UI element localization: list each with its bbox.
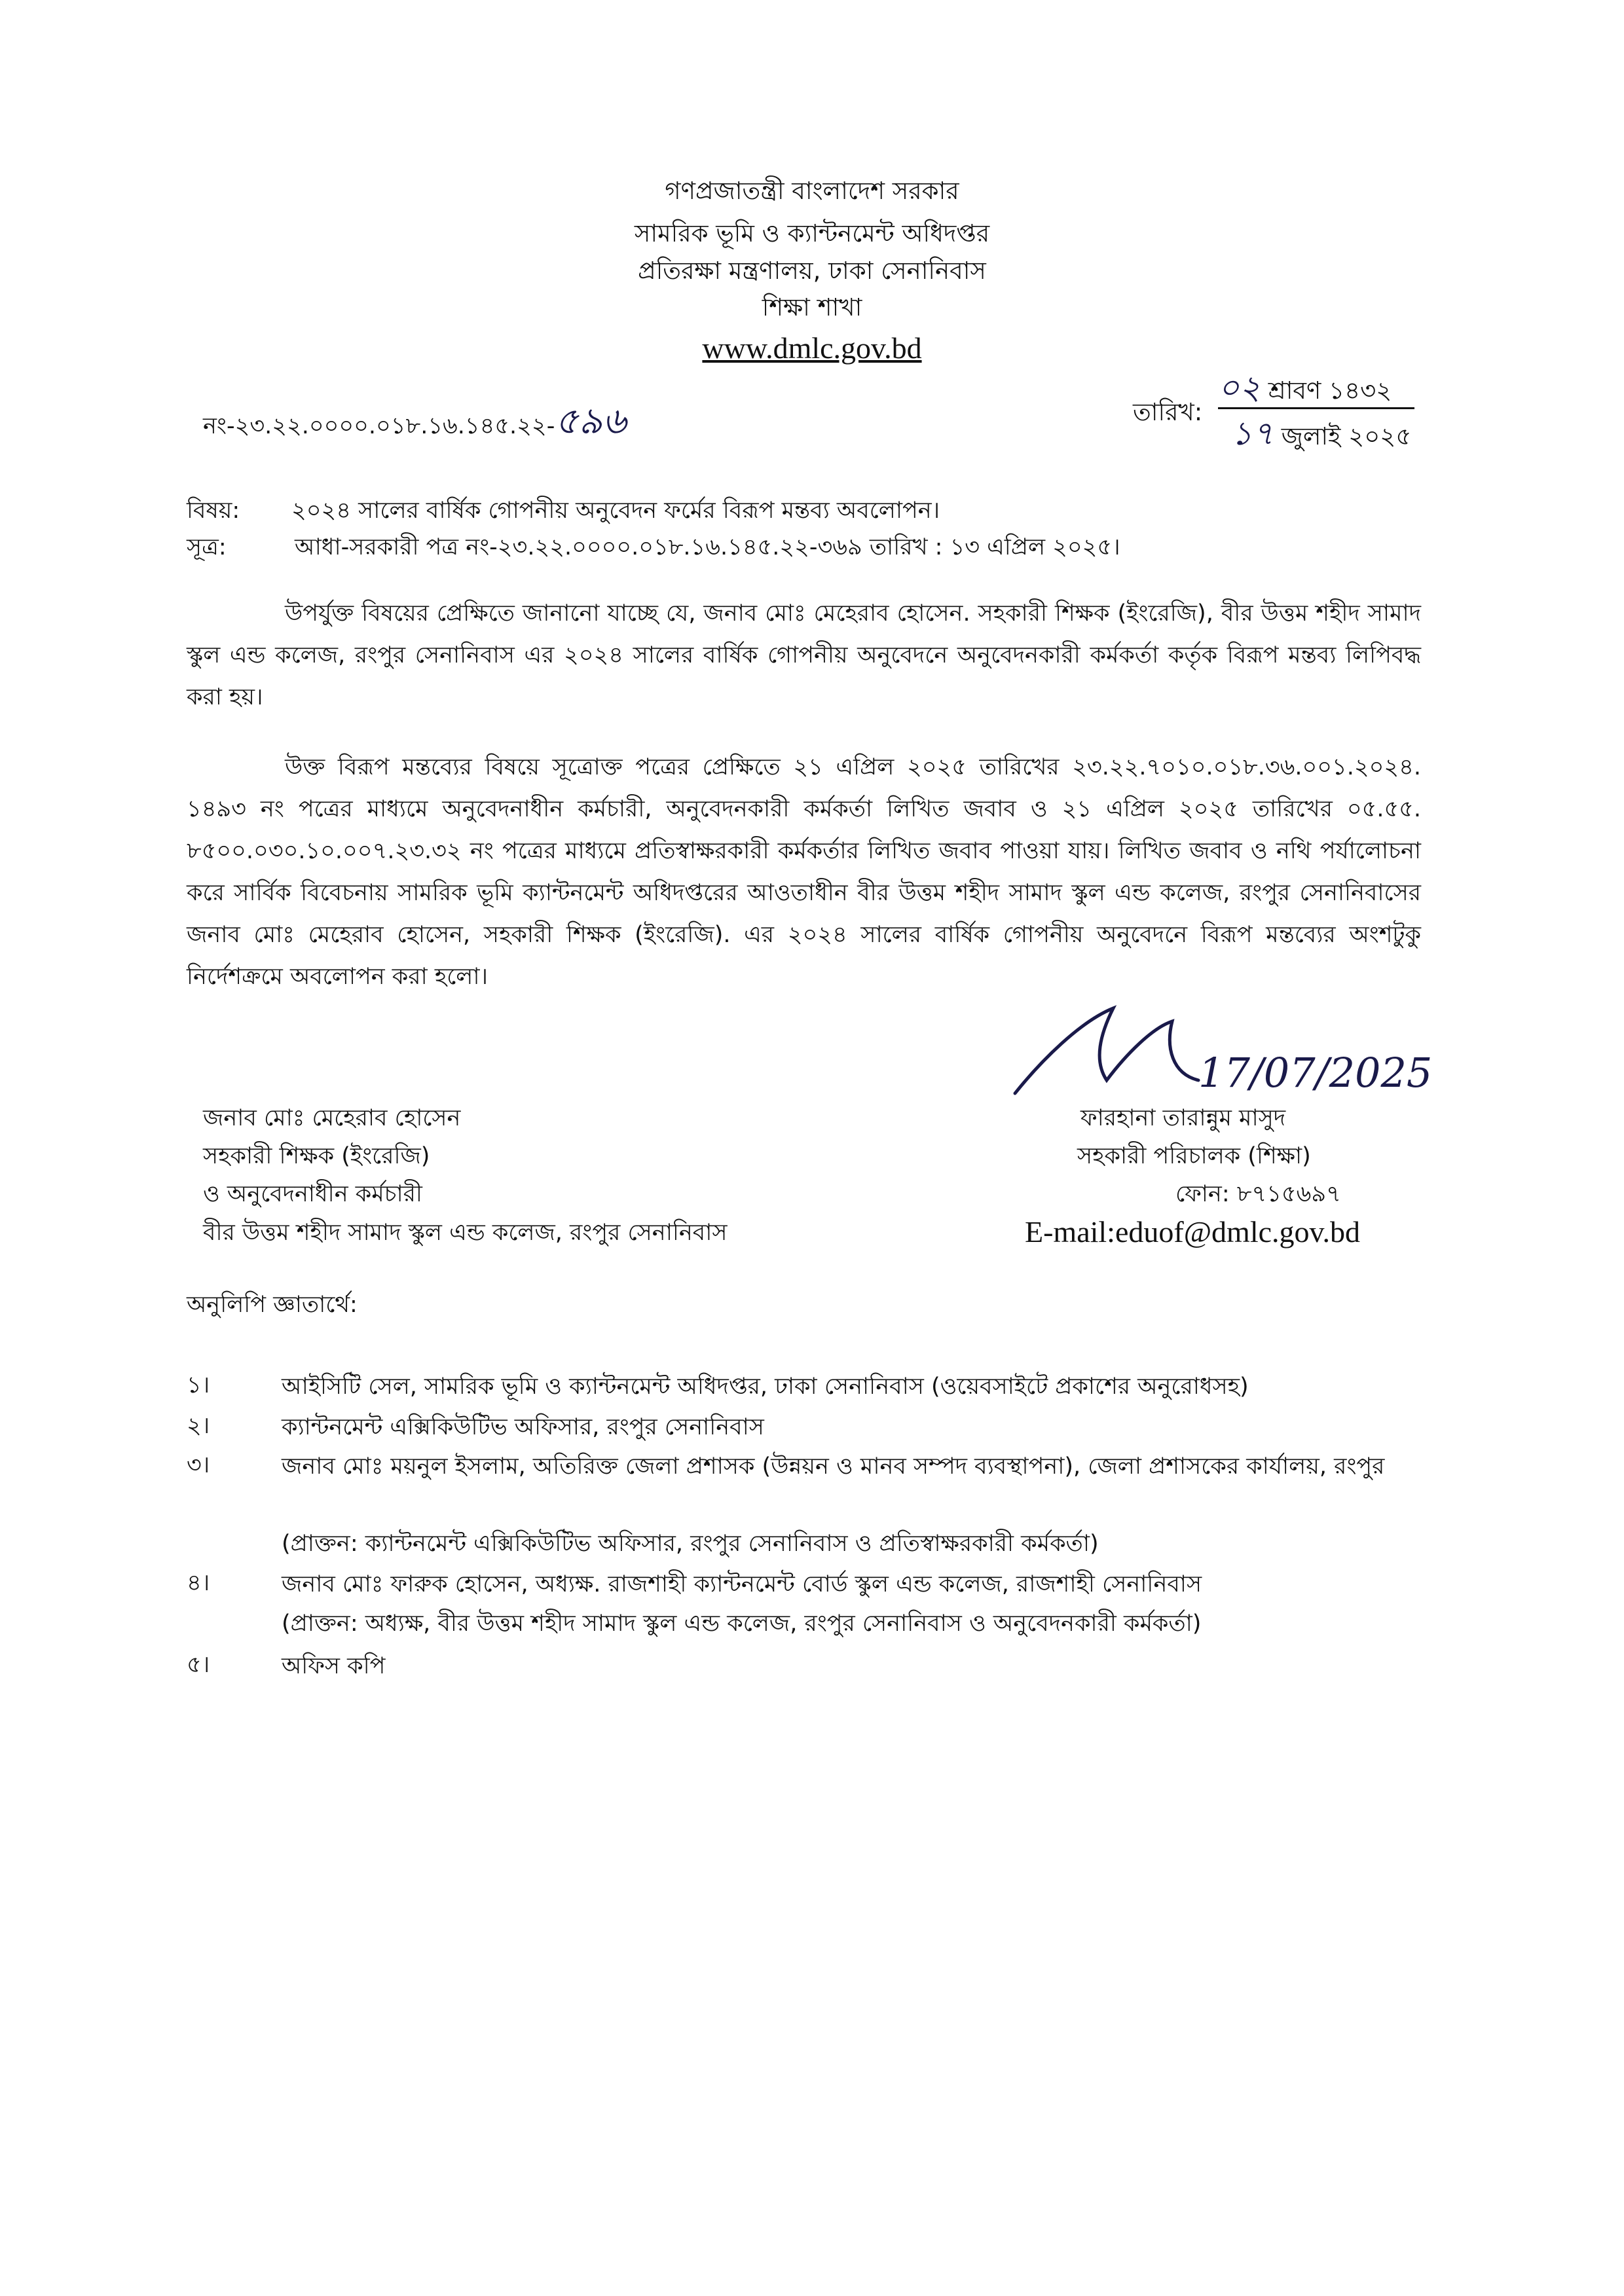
english-date xyxy=(1231,409,1411,464)
copy-recipient: জনাব মোঃ ময়নুল ইসলাম, অতিরিক্ত জেলা প্রশাসক (উন্নয়ন ও মানব সম্পদ ব্যবস্থাপনা), জেলা প্রশাসকের কার্যালয়, রংপুর xyxy=(282,1453,1385,1480)
copy-number: ৩। xyxy=(187,1452,210,1478)
copy-recipient-note: (প্রাক্তন: অধ্যক্ষ, বীর উত্তম শহীদ সামাদ স্কুল এন্ড কলেজ, রংপুর সেনানিবাস ও অনুবেদনকারী কর্মকর্তা) xyxy=(282,1611,1202,1637)
recipient-institution: বীর উত্তম শহীদ সামাদ স্কুল এন্ড কলেজ, রংপুর সেনানিবাস xyxy=(203,1220,728,1246)
english-day-handwritten: ১৭ xyxy=(1231,414,1274,452)
copy-recipient: ক্যান্টনমেন্ট এক্সিকিউটিভ অফিসার, রংপুর সেনানিবাস xyxy=(282,1414,764,1440)
bangla-month: শ্রাবণ ১৪৩২ xyxy=(1268,376,1392,405)
signatory-designation: সহকারী পরিচালক (শিক্ষা) xyxy=(1077,1143,1311,1169)
bangla-day-handwritten: ০২ xyxy=(1218,369,1261,407)
ministry-name: প্রতিরক্ষা মন্ত্রণালয়, ঢাকা সেনানিবাস xyxy=(638,257,986,285)
copy-recipient: অফিস কপি xyxy=(282,1653,386,1679)
recipient-name: জনাব মোঃ মেহেরাব হোসেন xyxy=(203,1105,461,1131)
signature-date: 17/07/2025 xyxy=(1198,1049,1433,1097)
reference-text: আধা-সরকারী পত্র নং-২৩.২২.০০০০.০১৮.১৬.১৪৫.২২-৩৬৯ তারিখ : ১৩ এপ্রিল ২০২৫। xyxy=(295,534,1120,560)
recipient-designation: সহকারী শিক্ষক (ইংরেজি) xyxy=(203,1143,430,1169)
copy-recipient-note: (প্রাক্তন: ক্যান্টনমেন্ট এক্সিকিউটিভ অফিসার, রংপুর সেনানিবাস ও প্রতিস্বাক্ষরকারী কর্মকর্তা) xyxy=(282,1531,1099,1557)
subject-label: বিষয়: xyxy=(187,498,240,524)
copy-number: ৫। xyxy=(187,1652,210,1678)
branch-name: শিক্ষা শাখা xyxy=(762,293,862,321)
copy-number: ৪। xyxy=(187,1570,210,1596)
directorate-name: সামরিক ভূমি ও ক্যান্টনমেন্ট অধিদপ্তর xyxy=(634,219,990,247)
copy-number: ১। xyxy=(187,1372,210,1398)
english-month: জুলাই ২০২৫ xyxy=(1281,422,1412,450)
date-label: তারিখ: xyxy=(1133,398,1203,426)
copy-recipient: জনাব মোঃ ফারুক হোসেন, অধ্যক্ষ. রাজশাহী ক্যান্টনমেন্ট বোর্ড স্কুল এন্ড কলেজ, রাজশাহী সেনানিবাস xyxy=(282,1571,1202,1597)
body-paragraph-1: উপর্যুক্ত বিষয়ের প্রেক্ষিতে জানানো যাচ্ছে যে, জনাব মোঃ মেহেরাব হোসেন. সহকারী শিক্ষক (ইংরেজি), বীর উত্তম শহীদ সামাদ স্কুল এন্ড কলেজ, রংপুর সেনানিবাস এর ২০২৪ সালের বার্ষিক গোপনীয় অনুবেদনে অনুবেদনকারী কর্মকর্তা কর্তৃক বিরূপ মন্তব্য লিপিবদ্ধ করা হয়। xyxy=(187,600,1421,710)
subject-text: ২০২৪ সালের বার্ষিক গোপনীয় অনুবেদন ফর্মের বিরূপ মন্তব্য অবলোপন। xyxy=(291,498,940,524)
memo-number-printed: নং-২৩.২২.০০০০.০১৮.১৬.১৪৫.২২- xyxy=(203,413,555,439)
signature-image xyxy=(1002,982,1473,1113)
copy-recipient: আইসিটি সেল, সামরিক ভূমি ও ক্যান্টনমেন্ট অধিদপ্তর, ঢাকা সেনানিবাস (ওয়েবসাইটে প্রকাশের অনুরোধসহ) xyxy=(282,1374,1249,1400)
memo-number-handwritten: ৫৯৬ xyxy=(555,400,627,443)
signatory-email[interactable]: E-mail:eduof@dmlc.gov.bd xyxy=(1025,1215,1361,1248)
website-link[interactable]: www.dmlc.gov.bd xyxy=(702,331,922,365)
recipient-role: ও অনুবেদনাধীন কর্মচারী xyxy=(203,1181,422,1207)
body-paragraph-2: উক্ত বিরূপ মন্তব্যের বিষয়ে সূত্রোক্ত পত্রের প্রেক্ষিতে ২১ এপ্রিল ২০২৫ তারিখের ২৩.২২.৭০১০.০১৮.৩৬.০০১.২০২৪. ১৪৯৩ নং পত্রের মাধ্যমে অনুবেদনাধীন কর্মচারী, অনুবেদনকারী কর্মকর্তা লিখিত জবাব ও ২১ এপ্রিল ২০২৫ তারিখের ০৫.৫৫. ৮৫০০.০৩০.১০.০০৭.২৩.৩২ নং পত্রের মাধ্যমে প্রতিস্বাক্ষরকারী কর্মকর্তার লিখিত জবাব পাওয়া যায়। লিখিত জবাব ও নথি পর্যালোচনা করে সার্বিক বিবেচনায় সামরিক ভূমি ক্যান্টনমেন্ট অধিদপ্তরের আওতাধীন বীর উত্তম শহীদ সামাদ স্কুল এন্ড কলেজ, রংপুর সেনানিবাসের জনাব মোঃ মেহেরাব হোসেন, সহকারী শিক্ষক (ইংরেজি). এর ২০২৪ সালের বার্ষিক গোপনীয় অনুবেদনে বিরূপ মন্তব্যের অংশটুকু নির্দেশক্রমে অবলোপন করা হলো। xyxy=(187,754,1421,990)
reference-label: সূত্র: xyxy=(187,534,227,560)
copy-number: ২। xyxy=(187,1413,210,1439)
government-name: গণপ্রজাতন্ত্রী বাংলাদেশ সরকার xyxy=(665,177,959,205)
memo-number xyxy=(203,393,626,454)
signatory-phone: ফোন: ৮৭১৫৬৯৭ xyxy=(1175,1181,1341,1207)
copies-heading: অনুলিপি জ্ঞাতার্থে: xyxy=(187,1292,358,1318)
signatory-name: ফারহানা তারান্নুম মাসুদ xyxy=(1080,1105,1286,1131)
